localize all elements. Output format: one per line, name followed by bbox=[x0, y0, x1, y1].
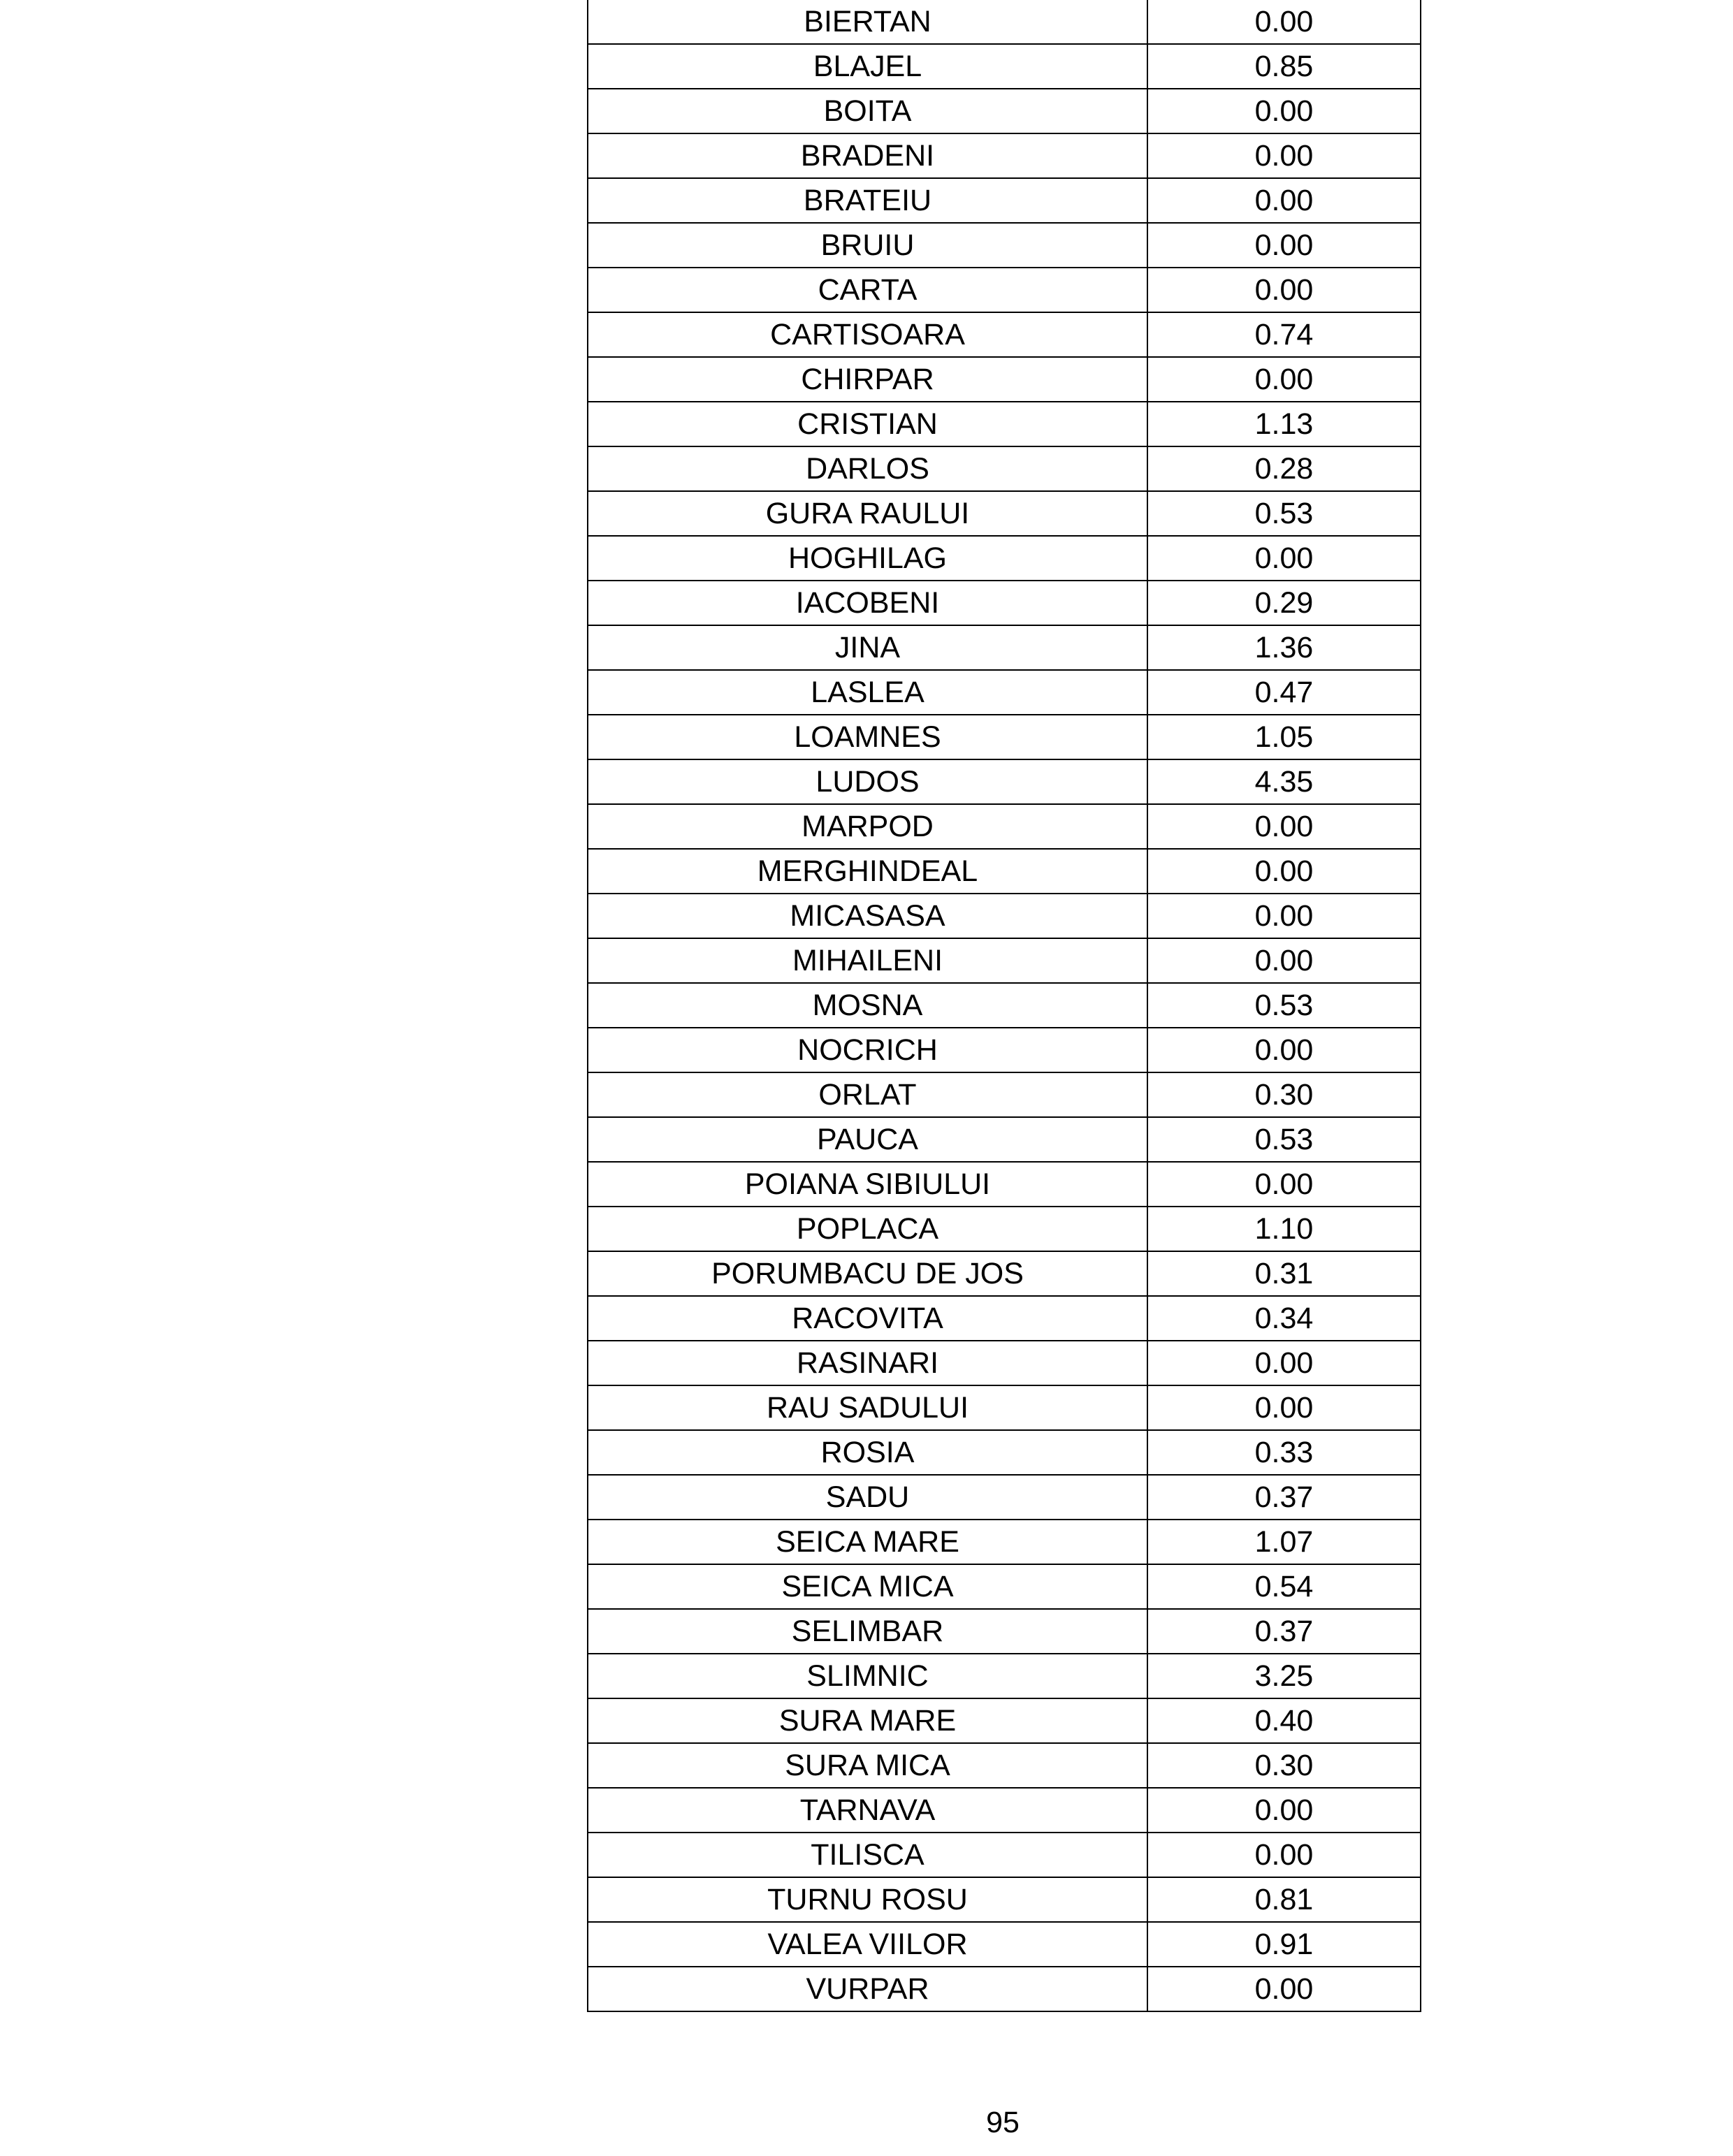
value-cell: 0.53 bbox=[1147, 1117, 1421, 1162]
table-row bbox=[588, 1475, 1421, 1520]
locality-name-cell: RASINARI bbox=[588, 1341, 1147, 1385]
locality-values-table bbox=[587, 0, 1421, 2012]
table-row bbox=[588, 1162, 1421, 1207]
locality-name-cell: BRUIU bbox=[588, 223, 1147, 268]
value-cell: 0.91 bbox=[1147, 1922, 1421, 1967]
table-row bbox=[588, 670, 1421, 715]
locality-name-cell: BRADENI bbox=[588, 133, 1147, 178]
table-row bbox=[588, 581, 1421, 625]
table-row bbox=[588, 804, 1421, 849]
locality-name-cell: POPLACA bbox=[588, 1207, 1147, 1251]
locality-name-cell: NOCRICH bbox=[588, 1028, 1147, 1072]
locality-name-cell: CARTISOARA bbox=[588, 312, 1147, 357]
page-number: 95 bbox=[986, 2106, 1020, 2139]
table-row bbox=[588, 223, 1421, 268]
value-cell: 0.74 bbox=[1147, 312, 1421, 357]
locality-name-cell: SURA MARE bbox=[588, 1698, 1147, 1743]
locality-name-cell: CHIRPAR bbox=[588, 357, 1147, 402]
table-row bbox=[588, 1072, 1421, 1117]
value-cell: 0.30 bbox=[1147, 1072, 1421, 1117]
table-row bbox=[588, 0, 1421, 44]
table-row bbox=[588, 133, 1421, 178]
table-row bbox=[588, 1922, 1421, 1967]
locality-name-cell: POIANA SIBIULUI bbox=[588, 1162, 1147, 1207]
table-row bbox=[588, 1698, 1421, 1743]
value-cell: 0.00 bbox=[1147, 1028, 1421, 1072]
locality-name-cell: RACOVITA bbox=[588, 1296, 1147, 1341]
table-row bbox=[588, 312, 1421, 357]
table-row bbox=[588, 268, 1421, 312]
value-cell: 0.40 bbox=[1147, 1698, 1421, 1743]
value-cell: 0.00 bbox=[1147, 804, 1421, 849]
value-cell: 0.00 bbox=[1147, 1833, 1421, 1877]
locality-name-cell: MIHAILENI bbox=[588, 938, 1147, 983]
value-cell: 0.00 bbox=[1147, 223, 1421, 268]
value-cell: 0.30 bbox=[1147, 1743, 1421, 1788]
table-row bbox=[588, 1520, 1421, 1564]
value-cell: 1.10 bbox=[1147, 1207, 1421, 1251]
locality-name-cell: BRATEIU bbox=[588, 178, 1147, 223]
table-row bbox=[588, 1028, 1421, 1072]
value-cell: 0.53 bbox=[1147, 983, 1421, 1028]
value-cell: 0.28 bbox=[1147, 446, 1421, 491]
value-cell: 0.00 bbox=[1147, 894, 1421, 938]
locality-name-cell: BLAJEL bbox=[588, 44, 1147, 89]
locality-name-cell: DARLOS bbox=[588, 446, 1147, 491]
locality-name-cell: HOGHILAG bbox=[588, 536, 1147, 581]
value-cell: 0.33 bbox=[1147, 1430, 1421, 1475]
locality-name-cell: TURNU ROSU bbox=[588, 1877, 1147, 1922]
locality-name-cell: MERGHINDEAL bbox=[588, 849, 1147, 894]
table-row bbox=[588, 536, 1421, 581]
value-cell: 0.00 bbox=[1147, 1788, 1421, 1833]
value-cell: 1.05 bbox=[1147, 715, 1421, 759]
table-row bbox=[588, 491, 1421, 536]
locality-name-cell: LUDOS bbox=[588, 759, 1147, 804]
value-cell: 0.00 bbox=[1147, 0, 1421, 44]
locality-name-cell: PAUCA bbox=[588, 1117, 1147, 1162]
table-row bbox=[588, 1385, 1421, 1430]
value-cell: 0.00 bbox=[1147, 536, 1421, 581]
value-cell: 0.34 bbox=[1147, 1296, 1421, 1341]
value-cell: 0.47 bbox=[1147, 670, 1421, 715]
value-cell: 0.00 bbox=[1147, 357, 1421, 402]
locality-name-cell: CRISTIAN bbox=[588, 402, 1147, 446]
locality-name-cell: BOITA bbox=[588, 89, 1147, 133]
locality-name-cell: MARPOD bbox=[588, 804, 1147, 849]
table-row bbox=[588, 1609, 1421, 1654]
value-cell: 0.54 bbox=[1147, 1564, 1421, 1609]
table-row bbox=[588, 1296, 1421, 1341]
table-row bbox=[588, 446, 1421, 491]
table-row bbox=[588, 1877, 1421, 1922]
table-row bbox=[588, 1251, 1421, 1296]
locality-name-cell: CARTA bbox=[588, 268, 1147, 312]
value-cell: 1.07 bbox=[1147, 1520, 1421, 1564]
locality-name-cell: SLIMNIC bbox=[588, 1654, 1147, 1698]
locality-name-cell: ORLAT bbox=[588, 1072, 1147, 1117]
value-cell: 1.13 bbox=[1147, 402, 1421, 446]
locality-name-cell: RAU SADULUI bbox=[588, 1385, 1147, 1430]
value-cell: 0.85 bbox=[1147, 44, 1421, 89]
table-row bbox=[588, 357, 1421, 402]
value-cell: 0.31 bbox=[1147, 1251, 1421, 1296]
locality-name-cell: IACOBENI bbox=[588, 581, 1147, 625]
value-cell: 0.00 bbox=[1147, 133, 1421, 178]
table-row bbox=[588, 715, 1421, 759]
locality-name-cell: BIERTAN bbox=[588, 0, 1147, 44]
table-row bbox=[588, 759, 1421, 804]
value-cell: 1.36 bbox=[1147, 625, 1421, 670]
table-row bbox=[588, 402, 1421, 446]
table-row bbox=[588, 1788, 1421, 1833]
locality-name-cell: JINA bbox=[588, 625, 1147, 670]
value-cell: 0.37 bbox=[1147, 1609, 1421, 1654]
value-cell: 0.00 bbox=[1147, 268, 1421, 312]
locality-name-cell: MOSNA bbox=[588, 983, 1147, 1028]
locality-name-cell: SEICA MICA bbox=[588, 1564, 1147, 1609]
value-cell: 0.00 bbox=[1147, 938, 1421, 983]
value-cell: 0.00 bbox=[1147, 89, 1421, 133]
table-row bbox=[588, 1117, 1421, 1162]
table-row bbox=[588, 894, 1421, 938]
value-cell: 0.37 bbox=[1147, 1475, 1421, 1520]
locality-name-cell: LASLEA bbox=[588, 670, 1147, 715]
locality-name-cell: LOAMNES bbox=[588, 715, 1147, 759]
value-cell: 0.00 bbox=[1147, 1341, 1421, 1385]
table-body bbox=[588, 0, 1421, 2011]
table-row bbox=[588, 983, 1421, 1028]
value-cell: 0.00 bbox=[1147, 1162, 1421, 1207]
locality-name-cell: MICASASA bbox=[588, 894, 1147, 938]
locality-name-cell: VALEA VIILOR bbox=[588, 1922, 1147, 1967]
locality-name-cell: TILISCA bbox=[588, 1833, 1147, 1877]
locality-name-cell: SELIMBAR bbox=[588, 1609, 1147, 1654]
table-row bbox=[588, 1207, 1421, 1251]
locality-name-cell: SURA MICA bbox=[588, 1743, 1147, 1788]
table-row bbox=[588, 1564, 1421, 1609]
locality-name-cell: SADU bbox=[588, 1475, 1147, 1520]
table-row bbox=[588, 1833, 1421, 1877]
locality-name-cell: SEICA MARE bbox=[588, 1520, 1147, 1564]
value-cell: 3.25 bbox=[1147, 1654, 1421, 1698]
table-row bbox=[588, 178, 1421, 223]
table-row bbox=[588, 1967, 1421, 2011]
table-row bbox=[588, 44, 1421, 89]
locality-name-cell: PORUMBACU DE JOS bbox=[588, 1251, 1147, 1296]
table-row bbox=[588, 849, 1421, 894]
table-row bbox=[588, 1654, 1421, 1698]
table-row bbox=[588, 1341, 1421, 1385]
table-row bbox=[588, 938, 1421, 983]
table-row bbox=[588, 1430, 1421, 1475]
table-row bbox=[588, 1743, 1421, 1788]
table-row bbox=[588, 625, 1421, 670]
table-row bbox=[588, 89, 1421, 133]
value-cell: 0.00 bbox=[1147, 849, 1421, 894]
value-cell: 0.81 bbox=[1147, 1877, 1421, 1922]
locality-name-cell: GURA RAULUI bbox=[588, 491, 1147, 536]
locality-name-cell: ROSIA bbox=[588, 1430, 1147, 1475]
value-cell: 4.35 bbox=[1147, 759, 1421, 804]
value-cell: 0.29 bbox=[1147, 581, 1421, 625]
locality-name-cell: VURPAR bbox=[588, 1967, 1147, 2011]
value-cell: 0.53 bbox=[1147, 491, 1421, 536]
value-cell: 0.00 bbox=[1147, 1385, 1421, 1430]
value-cell: 0.00 bbox=[1147, 178, 1421, 223]
locality-name-cell: TARNAVA bbox=[588, 1788, 1147, 1833]
value-cell: 0.00 bbox=[1147, 1967, 1421, 2011]
